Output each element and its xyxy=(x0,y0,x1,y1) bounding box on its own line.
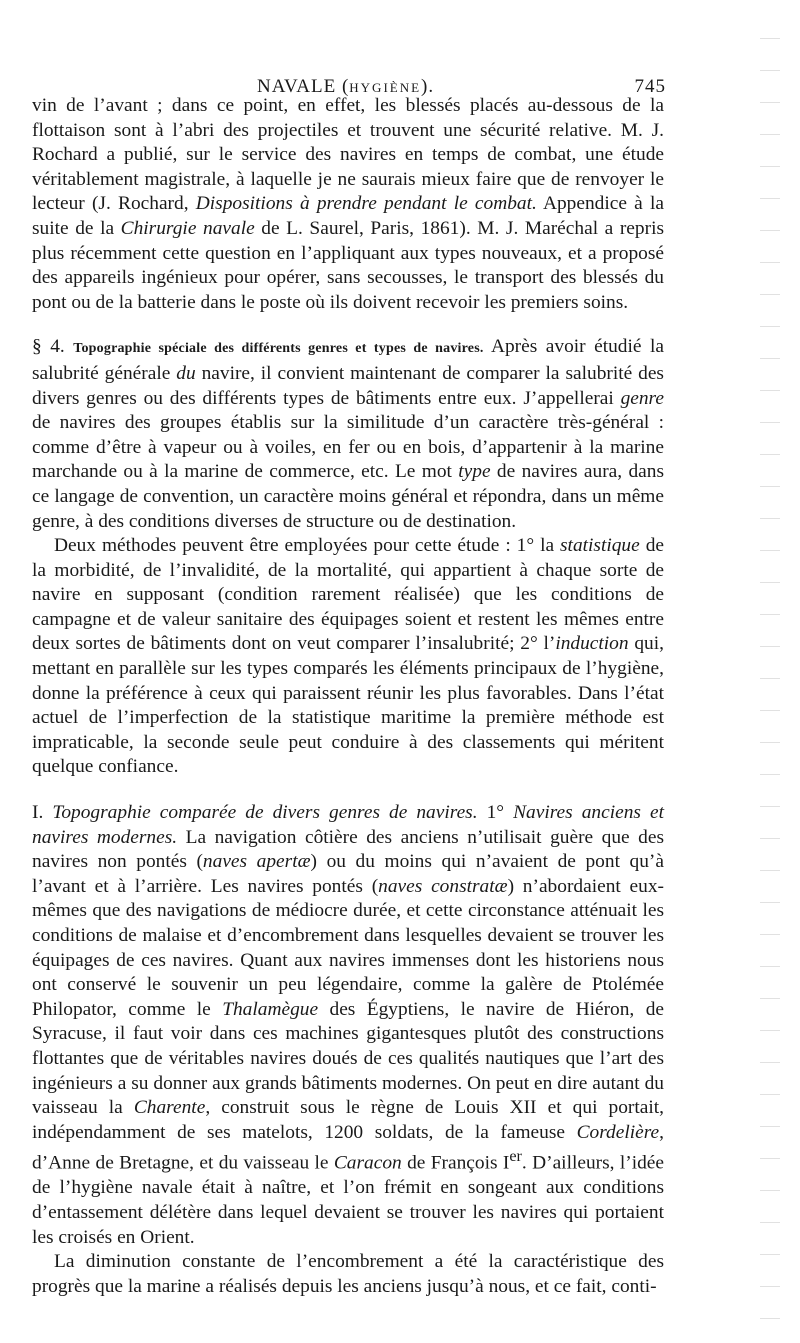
paragraph-1-end: de L. Saurel, Paris, 1861). M. J. Maréchal a repris plus récemment cette question en l’appliquant aux types nouveaux, et a proposé des appareils ingénieux pour opérer, sans secousses, le transport des blessés du pont ou de la batterie dans le poste où ils doivent recevoir les premiers soins. xyxy=(32,217,664,313)
italic-title-2: Chirurgie navale xyxy=(120,217,255,239)
scan-edge-noise xyxy=(760,20,780,1320)
section-I-superscript: er xyxy=(509,1148,522,1166)
paragraph-5: La diminution constante de l’encombrement a été la caractéristique des progrès que la marine a réalisés depuis les anciens jusqu’à nous, et ce fait, conti- xyxy=(32,1251,664,1297)
section-I-d: ) ou du moins qui n’avaient de pont qu’à l’avant et à l’arrière. Les navires pontés ( xyxy=(32,851,664,897)
paragraph-3-b: de la morbidité, de l’invalidité, de la mortalité, qui appartient à chaque sorte de navire en supposant (condition rarement réalisée) que les conditions de campagne et de valeur sanitaire des équipages soient et restent les mêmes entre deux sortes de bâtiments dont on veut comparer l’insalubrité; 2° l’ xyxy=(32,535,664,655)
paragraph-3 xyxy=(32,534,664,780)
section-I-g: , construit sous le règne de Louis XII et qui portait, indépendamment de ses matelots, 1200 soldats, de la fameuse xyxy=(32,1097,664,1143)
section-I-j: . D’ailleurs, l’idée de l’hygiène navale était à naître, et l’on frémit en songeant aux conditions d’entassement délétère dans lequel devaient se trouver les navires qui portaient les croisés en Orient. xyxy=(32,1152,664,1248)
section-4-paragraph xyxy=(32,335,664,534)
document-page xyxy=(32,60,664,1299)
running-title-end: ). xyxy=(421,76,435,97)
section-heading: Topographie spéciale des différents genres et types de navires. xyxy=(73,341,484,357)
section-4-italic-b: genre xyxy=(620,387,664,409)
section-I-italic-f: Charente xyxy=(133,1097,206,1119)
section-I-subheading: Navires anciens et navires modernes. xyxy=(32,802,664,848)
section-I-italic-h: Caracon xyxy=(333,1152,402,1174)
section-I-c: La navigation côtière des anciens n’utilisait guère que des navires non pontés ( xyxy=(32,826,665,873)
paragraph-1-text: vin de l’avant ; dans ce point, en effet, les blessés placés au-dessous de la flottaison sont à l’abri des projectiles et trouvent une sécurité relative. M. J. Rochard a publié, sur le service des navires en temps de combat, une étude véritablement magistrale, à laquelle je ne saurais mieux faire que de renvoyer le lecteur (J. Rochard, xyxy=(32,95,664,215)
section-4-italic-a: du xyxy=(176,362,196,384)
section-I-italic-c: naves apertæ xyxy=(202,851,311,873)
paragraph-1-cont: Appendice à la suite de la xyxy=(32,193,664,239)
page-number: 745 xyxy=(634,76,666,97)
paragraph-3-a: Deux méthodes peuvent être employées pour cette étude : 1° la xyxy=(54,535,561,557)
italic-title: Dispositions à prendre pendant le combat. xyxy=(195,193,537,215)
section-I-f: des Égyptiens, le navire de Hiéron, de Syracuse, il faut voir dans ces machines gigantesques plutôt des constructions flottantes que de véritables navires doués de ces qualités nautiques que l’art des ingénieurs a su donner aux grands bâtiments modernes. On peut en dire autant du vaisseau la xyxy=(32,998,665,1119)
section-4-text-b: navire, il convient maintenant de comparer la salubrité des divers genres ou des différents types de bâtiments entre eux. J’appellerai xyxy=(32,362,664,409)
running-title xyxy=(257,76,434,98)
body-text xyxy=(32,94,664,1299)
section-I-italic-d: naves constratæ xyxy=(378,875,508,897)
section-I-e: ) n’abordaient eux-mêmes que des navigations de médiocre durée, et cette circonstance atténuait les conditions de malaise et d’encombrement dans lesquelles devaient se trouver les équipages de ces navires. Quant aux navires immenses dont les historiens nous ont conservé le souvenir un peu légendaire, comme la galère de Ptolémée Philopator, comme le xyxy=(32,875,665,1020)
section-4-text-a: Après avoir étudié la salubrité générale xyxy=(32,336,664,384)
paragraph-3-italic-a: statistique xyxy=(560,535,640,557)
section-4-text-d: de navires aura, dans ce langage de convention, un caractère moins général et répondra, dans un même genre, à des conditions diverses de structure ou de destination. xyxy=(32,461,665,532)
section-number: § 4. xyxy=(32,336,65,358)
section-I-a: I. xyxy=(32,802,53,824)
section-I-heading: Topographie comparée de divers genres de navires. xyxy=(52,802,478,824)
section-4-italic-c: type xyxy=(458,461,491,483)
section-I-h: , d’Anne de Bretagne, et du vaisseau le xyxy=(32,1121,664,1174)
running-header xyxy=(32,60,666,97)
section-I-paragraph xyxy=(32,801,664,1250)
paragraph-3-italic-b: induction xyxy=(555,633,629,655)
section-I-italic-e: Thalamègue xyxy=(222,998,319,1020)
paragraph-3-c: qui, mettant en parallèle sur les types comparés les éléments principaux de l’hygiène, donne la préférence à ceux qui paraissent réunir les plus favorables. Dans l’état actuel de l’imperfection de la statistique maritime la première méthode est impraticable, la seconde seule peut conduire à des classements qui méritent quelque confiance. xyxy=(32,633,664,778)
section-4-text-c: de navires des groupes établis sur la similitude d’un caractère très-général : comme d’être à vapeur ou à voiles, en fer ou en bois, d’appartenir à la marine marchande ou à la marine de commerce, etc. Le mot xyxy=(32,412,664,483)
section-I-b: 1° xyxy=(477,802,514,824)
section-I-i: de François I xyxy=(401,1152,510,1174)
running-title-small: HYGIÈNE xyxy=(349,80,422,95)
section-I-italic-g: Cordelière xyxy=(576,1121,660,1143)
running-title-main: NAVALE ( xyxy=(257,76,350,97)
paragraph-1 xyxy=(32,94,664,315)
